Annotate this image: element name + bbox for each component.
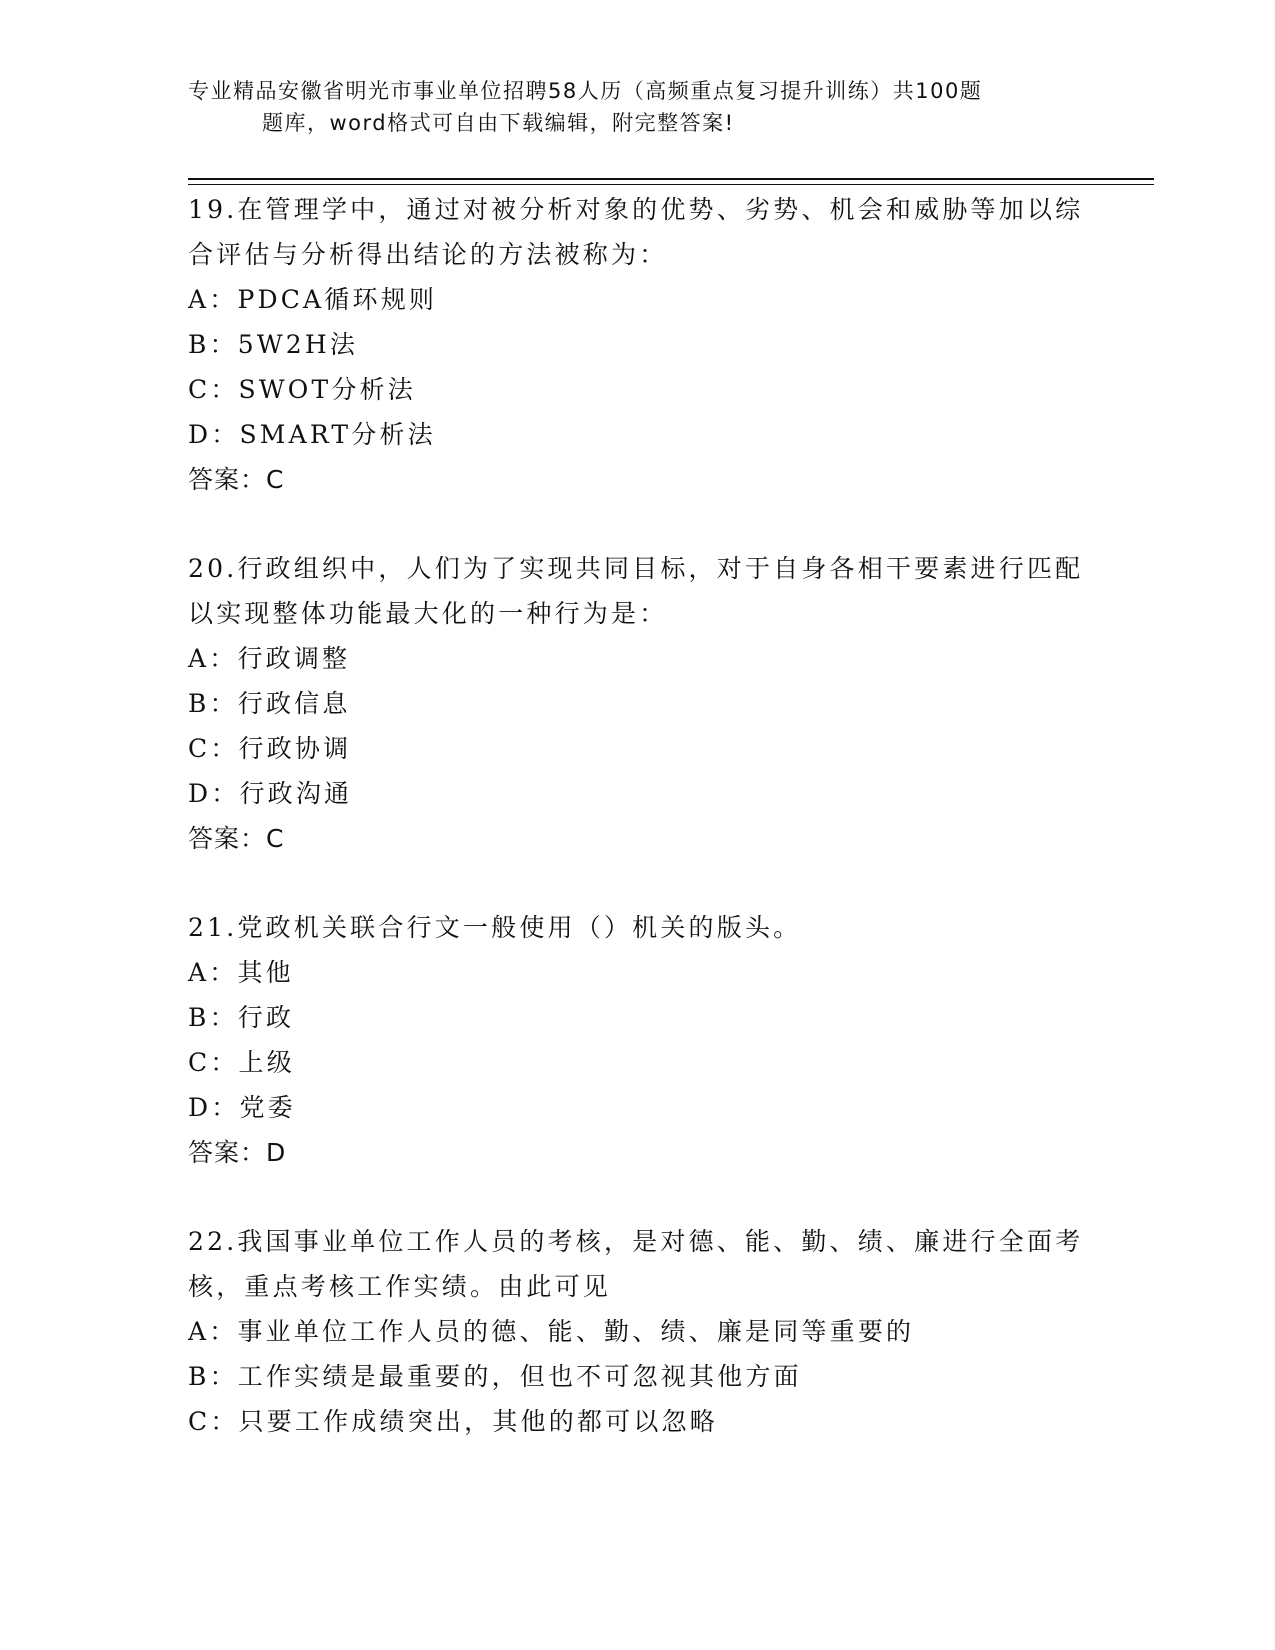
header-line-1: 专业精品安徽省明光市事业单位招聘58人历（高频重点复习提升训练）共100题 — [188, 79, 983, 103]
option-d: D：SMART分析法 — [188, 420, 436, 449]
answer: 答案：C — [188, 824, 285, 853]
option-c: C：行政协调 — [188, 734, 352, 763]
question-list — [188, 187, 1088, 1488]
question-22 — [188, 1219, 1088, 1444]
question-stem: 20.行政组织中，人们为了实现共同目标，对于自身各相干要素进行匹配以实现整体功能最大化的一种行为是： — [188, 554, 1084, 628]
option-a: A：PDCA循环规则 — [188, 285, 438, 314]
option-b: B：工作实绩是最重要的，但也不可忽视其他方面 — [188, 1362, 802, 1391]
option-b: B：5W2H法 — [188, 330, 359, 359]
answer: 答案：D — [188, 1138, 287, 1167]
header-line-2: 题库，word格式可自由下载编辑，附完整答案! — [262, 111, 735, 135]
option-a: A：其他 — [188, 958, 294, 987]
option-d: D：党委 — [188, 1093, 296, 1122]
question-19 — [188, 187, 1088, 502]
question-stem: 22.我国事业单位工作人员的考核，是对德、能、勤、绩、廉进行全面考核，重点考核工作实绩。由此可见 — [188, 1227, 1084, 1301]
question-21 — [188, 905, 1088, 1175]
question-20 — [188, 546, 1088, 861]
question-stem: 21.党政机关联合行文一般使用（）机关的版头。 — [188, 913, 802, 942]
header-rule-thin — [188, 184, 1154, 185]
option-c: C：上级 — [188, 1048, 295, 1077]
option-c: C：只要工作成绩突出，其他的都可以忽略 — [188, 1407, 718, 1436]
option-b: B：行政 — [188, 1003, 295, 1032]
option-d: D：行政沟通 — [188, 779, 353, 808]
document-header — [188, 75, 1088, 139]
question-stem: 19.在管理学中，通过对被分析对象的优势、劣势、机会和威胁等加以综合评估与分析得出结论的方法被称为： — [188, 195, 1084, 269]
option-c: C：SWOT分析法 — [188, 375, 416, 404]
header-rule-thick — [188, 178, 1154, 180]
answer: 答案：C — [188, 465, 285, 494]
option-a: A：行政调整 — [188, 644, 351, 673]
option-b: B：行政信息 — [188, 689, 351, 718]
option-a: A：事业单位工作人员的德、能、勤、绩、廉是同等重要的 — [188, 1317, 915, 1346]
